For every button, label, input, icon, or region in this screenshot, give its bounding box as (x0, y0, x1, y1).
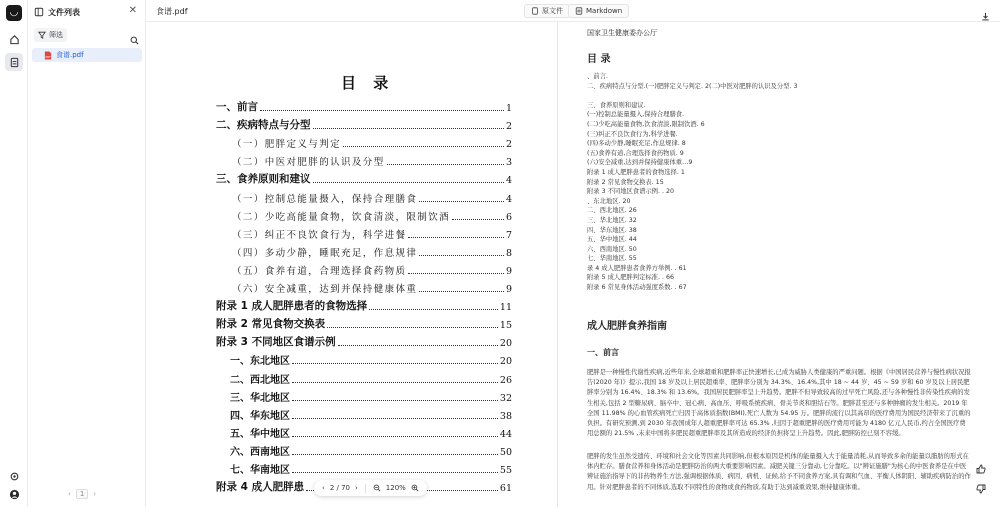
toc-entry[interactable] (216, 150, 512, 168)
toc-leader-dots (419, 291, 504, 292)
toc-leader-dots (260, 110, 504, 111)
file-list-panel (28, 0, 146, 507)
md-toc-line: 附录 3 不同地区食谱示例. . 20 (587, 188, 674, 196)
toc-leader-dots (408, 237, 504, 238)
tab-markdown[interactable] (568, 4, 629, 18)
toc-entry-title: 四、华东地区 (230, 410, 290, 422)
toc-entry-page: 8 (505, 247, 512, 259)
chevron-right-icon: › (354, 484, 358, 492)
toc-leader-dots (408, 273, 504, 274)
toc-leader-dots (292, 418, 498, 419)
md-toc-line: 二、疾病特点与分型.(一)肥胖定义与判定. 2(二)中医对肥胖的认识及分型. 3 (587, 82, 798, 90)
toc-entry[interactable] (216, 96, 512, 114)
md-toc-heading: 目 录 (587, 54, 611, 65)
toc-leader-dots (292, 454, 498, 455)
dislike-button[interactable] (974, 482, 988, 496)
toc-entry-title: （二）中医对肥胖的认识及分型 (232, 157, 385, 169)
toc-entry[interactable] (216, 440, 512, 458)
md-toc-line: 二、西北地区. 26 (587, 207, 637, 215)
toc-entry-title: （四）多动少静，睡眠充足，作息规律 (232, 247, 418, 259)
md-toc-line: (三)纠正不良饮食行为,科学进餐. (587, 130, 678, 138)
toc-entry-title: （二）少吃高能量食物，饮食清淡，限制饮酒 (232, 211, 451, 223)
toc-leader-dots (419, 201, 504, 202)
toc-entry-title: 二、疾病特点与分型 (216, 119, 311, 132)
toc-entry-page: 50 (499, 446, 512, 458)
toc-entry-title: 附录 2 常见食物交换表 (216, 318, 326, 331)
toc-entry-title: （五）食养有道，合理选择食药物质 (232, 265, 407, 277)
toc-entry[interactable] (216, 386, 512, 404)
markdown-icon (575, 7, 583, 15)
md-toc-line: (六)安全减重,达到并保持健康体重…9 (587, 159, 693, 167)
md-toc-line: 附录 1 成人肥胖患者的食物选择. 1 (587, 168, 685, 176)
markdown-viewer[interactable] (558, 22, 1000, 507)
toc-entry-title: （一）控制总能量摄入，保持合理膳食 (232, 193, 418, 205)
md-toc-line: 录 4 成人肥胖患者食养方举例. . 61 (587, 264, 687, 272)
toc-entry-title: （一）肥胖定义与判定 (232, 139, 342, 151)
md-toc-line: 七、华南地区. 55 (587, 255, 637, 263)
user-icon (9, 489, 20, 500)
toc-leader-dots (387, 164, 504, 165)
pdf-viewer[interactable] (146, 22, 558, 507)
file-item[interactable] (32, 48, 142, 62)
toc-entry[interactable] (216, 186, 512, 204)
filter-button[interactable] (34, 28, 67, 42)
toc-entry-title: （六）安全减重，达到并保持健康体重 (232, 284, 418, 296)
toc-entry[interactable] (216, 259, 512, 277)
toc-leader-dots (292, 472, 498, 473)
close-icon: ✕ (128, 5, 137, 16)
file-pager (68, 489, 96, 499)
md-toc-line: 附录 6 常见身体活动强度系数. . 67 (587, 284, 687, 292)
tab-original-label: 原文件 (542, 7, 563, 15)
sidebar-toggle-icon[interactable] (34, 7, 44, 17)
toc-entry-page: 3 (505, 157, 512, 169)
like-button[interactable] (974, 462, 988, 476)
app-rail (0, 0, 28, 507)
toc-entry-page: 38 (499, 410, 512, 422)
toc-entry-page: 6 (505, 211, 512, 223)
toc-entry-page: 26 (499, 374, 512, 386)
toc-entry-page: 61 (499, 483, 512, 495)
zoom-level: 120% (385, 484, 406, 492)
toc-entry-title: （三）纠正不良饮食行为，科学进餐 (232, 229, 407, 241)
pdf-file-icon (44, 51, 52, 60)
file-icon (531, 7, 539, 15)
toc-leader-dots (292, 436, 498, 437)
toc-entry-title: 附录 4 成人肥胖患 (216, 481, 305, 494)
toc-entry[interactable] (216, 349, 512, 367)
pdf-toc (216, 96, 512, 494)
next-page-icon[interactable]: › (93, 490, 97, 498)
toc-entry[interactable] (216, 404, 512, 422)
md-guide-title: 成人肥胖食养指南 (587, 321, 667, 332)
toc-leader-dots (292, 382, 498, 383)
md-toc-line: 五、华中地区. 44 (587, 236, 637, 244)
toc-entry-page: 20 (499, 338, 512, 350)
pdf-toc-title: 目 录 (341, 74, 395, 92)
toc-entry[interactable] (216, 367, 512, 385)
toc-entry[interactable] (216, 277, 512, 295)
toc-entry-title: 附录 3 不同地区食谱示例 (216, 336, 336, 349)
next-page-button[interactable] (355, 484, 358, 492)
toc-entry-page: 32 (499, 392, 512, 404)
prev-page-icon[interactable]: ‹ (68, 490, 71, 498)
md-toc-line: 附录 5 成人肥胖判定标准. . 66 (587, 274, 674, 282)
md-toc (587, 72, 967, 293)
md-toc-line: (一)控制总能量摄入,保持合理膳食. (587, 111, 685, 119)
tab-original-file[interactable] (524, 4, 570, 18)
md-toc-line: 三、食养原则和建议. (587, 101, 646, 109)
home-button[interactable] (5, 30, 23, 48)
zoom-out-icon (373, 484, 381, 492)
search-button[interactable] (130, 30, 139, 49)
md-toc-line: 三、华北地区. 32 (587, 216, 637, 224)
toc-entry-page: 9 (505, 284, 512, 296)
file-list-title: 文件列表 (48, 7, 80, 17)
download-icon (981, 12, 990, 21)
document-filename: 食谱.pdf (156, 7, 188, 16)
zoom-out-button[interactable] (373, 484, 381, 492)
toc-entry[interactable] (216, 331, 512, 349)
toc-entry-page: 4 (505, 193, 512, 205)
zoom-in-icon (411, 484, 419, 492)
document-toolbar (146, 0, 1000, 22)
toc-leader-dots (419, 255, 504, 256)
toc-entry-title: 六、西南地区 (230, 446, 290, 458)
toc-entry-page: 2 (505, 121, 512, 133)
document-icon (9, 57, 20, 68)
toc-leader-dots (327, 327, 498, 328)
home-icon (9, 34, 20, 45)
toc-entry-page: 4 (505, 175, 512, 187)
md-section-title: 一、前言 (587, 348, 619, 357)
toc-entry-page: 44 (499, 428, 512, 440)
filter-icon (38, 31, 46, 39)
svg-text:PDF: PDF (45, 55, 51, 59)
md-toc-line: (二)少吃高能量食物,饮食清淡,限制饮酒. 6 (587, 120, 705, 128)
toc-entry[interactable] (216, 422, 512, 440)
toc-leader-dots (343, 146, 504, 147)
account-button[interactable] (5, 485, 23, 503)
toc-entry-page: 9 (505, 265, 512, 277)
settings-button[interactable] (5, 467, 23, 485)
gear-icon (9, 471, 20, 482)
documents-button[interactable] (5, 53, 23, 71)
toc-entry-page: 11 (499, 302, 512, 314)
md-organization: 国家卫生健康委办公厅 (587, 29, 657, 37)
toc-entry-page: 20 (499, 356, 512, 368)
toc-leader-dots (292, 363, 498, 364)
toc-entry[interactable] (216, 168, 512, 186)
toc-entry-title: 附录 1 成人肥胖患者的食物选择 (216, 300, 368, 313)
toc-entry[interactable] (216, 132, 512, 150)
toc-leader-dots (313, 182, 504, 183)
md-toc-line: 、东北地区. 20 (587, 197, 631, 205)
toc-leader-dots (369, 309, 498, 310)
toc-entry-title: 二、西北地区 (230, 374, 290, 386)
thumbs-down-icon (976, 484, 986, 494)
md-toc-line: 附录 2 常见食物交换表. 15 (587, 178, 664, 186)
prev-page-button[interactable] (322, 484, 325, 492)
toc-leader-dots (452, 219, 504, 220)
toc-entry-title: 三、食养原则和建议 (216, 173, 311, 186)
toc-entry-title: 一、东北地区 (230, 356, 290, 368)
md-toc-line: 六、西南地区. 50 (587, 245, 637, 253)
search-icon (130, 36, 139, 45)
toc-entry-page: 55 (499, 464, 512, 476)
thumbs-up-icon (976, 464, 986, 474)
toc-leader-dots (313, 128, 504, 129)
toc-entry[interactable] (216, 205, 512, 223)
toc-leader-dots (292, 400, 498, 401)
toc-entry[interactable] (216, 114, 512, 132)
md-toc-line: (五)食养有道,合理选择食药物质. 9 (587, 149, 684, 157)
file-name: 食谱.pdf (56, 51, 84, 59)
md-toc-line: 四、华东地区. 38 (587, 226, 637, 234)
toc-entry[interactable] (216, 295, 512, 313)
toc-entry[interactable] (216, 313, 512, 331)
md-paragraph: 肥胖是一种慢性代谢性疾病,近些年来,全球超重和肥胖率正快速增长,已成为威胁人类健康的严重问题。根据《中国居民营养与慢性病状况报告(2020 年)》提示,我国 18 岁及以上居民超重率、肥胖率分别为 34.3%、16.4%,其中 18 ~ 44 岁、45 ~ 59 岁和 60 岁及以上居民肥胖率分别为 16.4%、18.3% 和 13.6%。我国居民肥胖率呈上升趋势。肥胖不但导致较高的过早死亡风险,还与各种慢性非传染性疾病的发生相关,包括 2 型糖尿病、脑卒中、冠心病、高血压、呼吸系统疾病、骨关节炎和胆结石等。肥胖甚至还与多种肿瘤的发生相关。2019 年全国 11.98% 的心血管疾病死亡归因于高体质指数(BMI),死亡人数为 54.95 万。肥胖的流行以其高昂的医疗费用为国民经济带来了沉重的负担。有研究预测,到 2030 年我国成年人超重肥胖率可达 65.3% ,归因于超重肥胖的医疗费用可能为 4180 亿元人民币,约占全国医疗费用总额的 21.5% ,未来中国将多肥民超重肥胖率及其所造成的经济负担将呈上升趋势。因此,肥胖防控已刻不容缓。 (587, 369, 971, 438)
toc-entry-title: 一、前言 (216, 101, 258, 114)
md-paragraph: 肥胖的发生虽然受遗传、环境和社会文化等因素共同影响,但根本原因是机体的能量摄入大于能量消耗,从而导致多余的能量以脂肪的形式在体内贮存。膳食营养和身体活动是肥胖防治的两大重要影响因素。减肥关键三分靠动,七分靠吃。以"辨证施膳"为核心的中医食养是在中医辨证施治指导下的非药物养生方法,强调根据体质、病因、病机、证候,给予不同食养方案,具有调和气血、平衡人体阴阳、辅助疾病防治的作用。针对肥胖患者的不同体质,选取不同特性的食物或食药物质,有助于达到减重效果,维持健康体重。 (587, 453, 971, 491)
toc-entry-page: 15 (499, 320, 512, 332)
toc-entry-page: 7 (505, 229, 512, 241)
toc-entry[interactable] (216, 223, 512, 241)
md-toc-line: 、前言. (587, 73, 608, 80)
toc-entry[interactable] (216, 458, 512, 476)
toc-entry-page: 2 (505, 139, 512, 151)
current-page[interactable]: 1 (76, 489, 88, 499)
toc-entry-title: 七、华南地区 (230, 464, 290, 476)
pdf-controls (314, 480, 427, 496)
zoom-in-button[interactable] (411, 484, 419, 492)
toc-entry-page: 1 (505, 103, 512, 115)
md-toc-line (587, 91, 967, 101)
toc-leader-dots (338, 345, 498, 346)
chevron-left-icon: ‹ (322, 484, 325, 492)
filter-label: 筛选 (49, 31, 63, 39)
tab-markdown-label: Markdown (586, 7, 623, 15)
close-panel-button[interactable] (129, 6, 137, 16)
toc-entry-title: 五、华中地区 (230, 428, 290, 440)
md-toc-line: (四)多动少静,睡眠充足,作息规律. 8 (587, 140, 686, 148)
page-indicator: 2 / 70 (329, 484, 350, 492)
toc-entry-title: 三、华北地区 (230, 392, 290, 404)
toc-entry[interactable] (216, 241, 512, 259)
app-logo: ◡ (6, 5, 22, 21)
